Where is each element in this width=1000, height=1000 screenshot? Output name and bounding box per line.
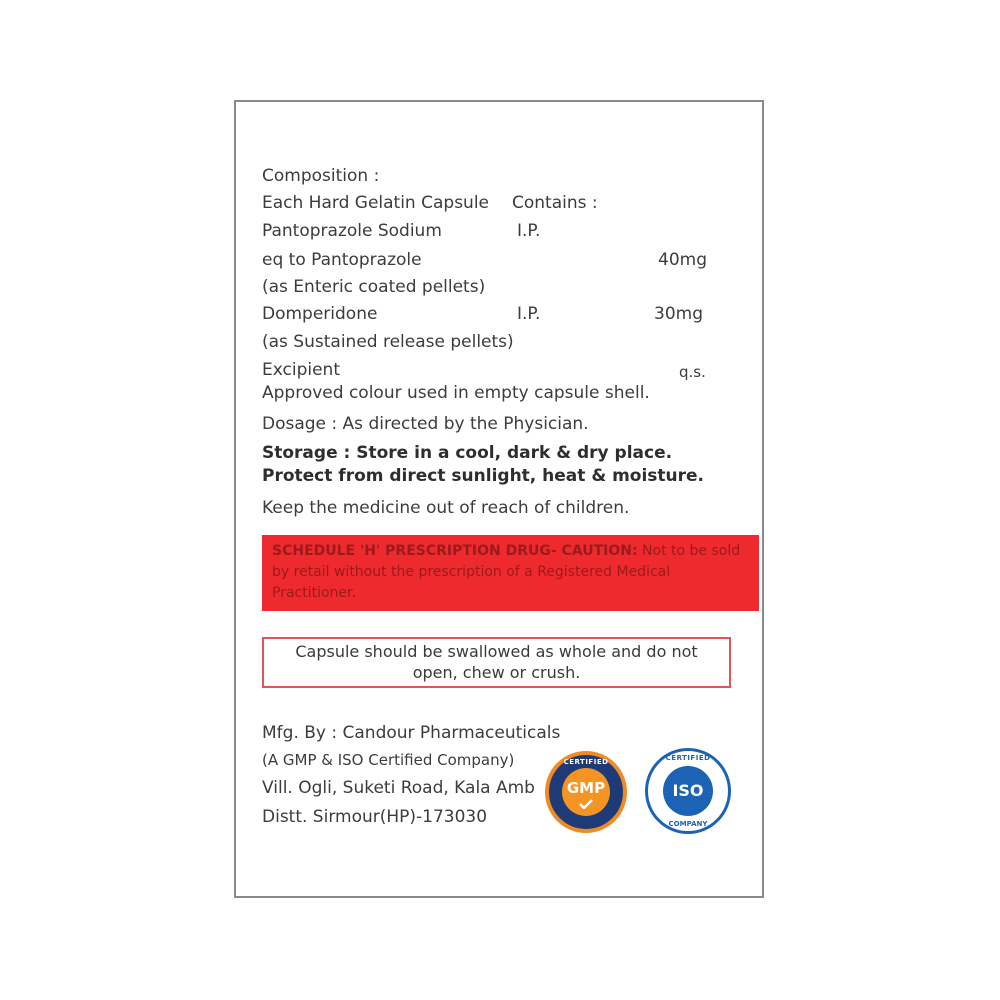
storage-text: Storage : Store in a cool, dark & dry place. [262,443,673,463]
ingredient-name: Excipient [262,360,340,380]
manufacturer-certification: (A GMP & ISO Certified Company) [262,751,515,769]
iso-ring-text-bottom: COMPANY [668,820,708,828]
iso-certified-badge-icon [645,748,731,834]
composition-heading: Composition : [262,166,380,186]
manufacturer-address: Vill. Ogli, Suketi Road, Kala Amb [262,778,535,798]
ingredient-standard: I.P. [517,221,541,241]
ingredient-quantity: 30mg [654,304,703,324]
capsule-swallow-note [262,637,731,688]
iso-seal: ISO [663,766,713,816]
capsule-note-line: Capsule should be swallowed as whole and do not [295,642,698,661]
gmp-certified-badge-icon [545,751,627,833]
contains-text: Contains : [512,193,598,213]
each-capsule-text: Each Hard Gelatin Capsule [262,193,490,213]
schedule-h-title: SCHEDULE 'H' PRESCRIPTION DRUG- CAUTION: [272,543,638,559]
colour-note: Approved colour used in empty capsule shell. [262,383,650,403]
ingredient-name: Pantoprazole Sodium [262,221,442,241]
iso-ring-text-top: CERTIFIED [665,754,711,762]
ingredient-standard: I.P. [517,304,541,324]
ingredient-name: eq to Pantoprazole [262,250,422,270]
ingredient-quantity: 40mg [658,250,707,270]
ingredient-name: (as Enteric coated pellets) [262,277,486,297]
ingredient-name: (as Sustained release pellets) [262,332,514,352]
children-warning: Keep the medicine out of reach of children. [262,498,630,518]
ingredient-name: Domperidone [262,304,378,324]
dosage-text: Dosage : As directed by the Physician. [262,414,589,434]
ingredient-quantity: q.s. [679,363,706,381]
gmp-label: GMP [566,779,606,797]
checkmark-icon [579,799,593,809]
gmp-seal [562,768,610,816]
capsule-note-line: open, chew or crush. [412,663,581,682]
gmp-ring-text: CERTIFIED [563,758,609,766]
protect-text: Protect from direct sunlight, heat & moisture. [262,466,705,486]
manufacturer-name: Mfg. By : Candour Pharmaceuticals [262,723,561,743]
schedule-h-caution-text: Not to be sold by retail without the prescription of a Registered Medical Practitioner. [272,543,741,601]
schedule-h-warning-box [262,535,759,611]
manufacturer-district: Distt. Sirmour(HP)-173030 [262,807,488,827]
